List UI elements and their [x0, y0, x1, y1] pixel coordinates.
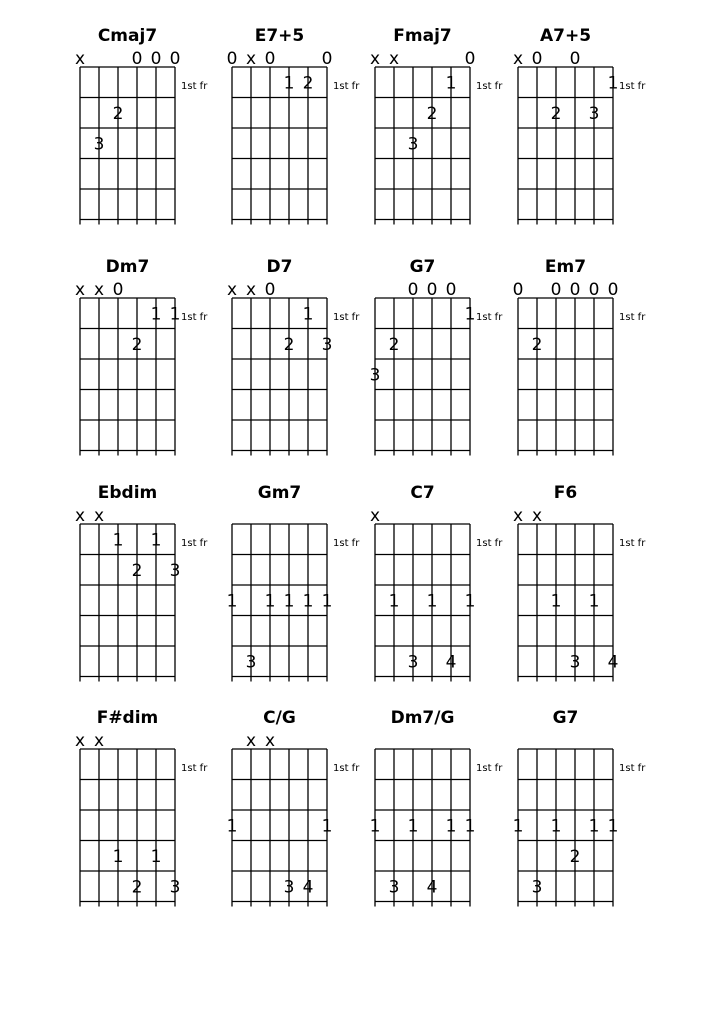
- open-string-marker: 0: [588, 280, 600, 300]
- finger-number: 1: [388, 591, 400, 612]
- muted-string-marker: x: [93, 506, 105, 526]
- chord-name: D7: [266, 257, 293, 277]
- finger-number: 1: [369, 816, 381, 837]
- muted-string-marker: x: [264, 731, 276, 751]
- finger-number: 1: [407, 816, 419, 837]
- finger-number: 1: [445, 73, 457, 94]
- finger-number: 2: [112, 103, 124, 124]
- muted-string-marker: x: [369, 506, 381, 526]
- chord-name: A7+5: [539, 26, 592, 46]
- open-string-marker: 0: [226, 49, 238, 69]
- muted-string-marker: x: [512, 49, 524, 69]
- fret-position-label: 1st fr: [619, 538, 646, 549]
- fret-position-label: 1st fr: [181, 538, 208, 549]
- muted-string-marker: x: [74, 506, 86, 526]
- finger-number: 2: [131, 877, 143, 898]
- open-string-marker: 0: [264, 49, 276, 69]
- chord-name: Ebdim: [97, 483, 158, 503]
- chord-diagram: [75, 26, 208, 225]
- chord-diagram: [513, 708, 647, 907]
- finger-number: 3: [407, 134, 419, 155]
- fret-position-label: 1st fr: [333, 312, 360, 323]
- chord-name: Em7: [544, 257, 587, 277]
- finger-number: 2: [426, 103, 438, 124]
- finger-number: 3: [93, 134, 105, 155]
- finger-number: 1: [607, 73, 619, 94]
- finger-number: 1: [226, 591, 238, 612]
- finger-number: 4: [445, 652, 457, 673]
- finger-number: 3: [588, 103, 600, 124]
- open-string-marker: 0: [607, 280, 619, 300]
- finger-number: 2: [569, 846, 581, 867]
- finger-number: 1: [588, 591, 600, 612]
- chord-diagram: [370, 257, 504, 456]
- finger-number: 1: [550, 591, 562, 612]
- fret-position-label: 1st fr: [476, 81, 503, 92]
- open-string-marker: 0: [569, 280, 581, 300]
- fret-position-label: 1st fr: [619, 81, 646, 92]
- finger-number: 4: [302, 877, 314, 898]
- fret-position-label: 1st fr: [181, 312, 208, 323]
- finger-number: 3: [369, 365, 381, 386]
- finger-number: 3: [407, 652, 419, 673]
- finger-number: 1: [302, 304, 314, 325]
- finger-number: 1: [321, 591, 333, 612]
- finger-number: 1: [588, 816, 600, 837]
- chord-name: Dm7/G: [390, 708, 455, 728]
- fret-position-label: 1st fr: [476, 763, 503, 774]
- finger-number: 2: [131, 334, 143, 355]
- chord-diagram: [75, 257, 208, 456]
- chord-name: Dm7: [105, 257, 150, 277]
- muted-string-marker: x: [74, 280, 86, 300]
- muted-string-marker: x: [531, 506, 543, 526]
- finger-number: 1: [464, 304, 476, 325]
- finger-number: 4: [607, 652, 619, 673]
- chord-diagram: [513, 257, 647, 456]
- finger-number: 3: [321, 334, 333, 355]
- finger-number: 2: [302, 73, 314, 94]
- open-string-marker: 0: [169, 49, 181, 69]
- fret-position-label: 1st fr: [333, 538, 360, 549]
- finger-number: 1: [283, 591, 295, 612]
- finger-number: 1: [150, 530, 162, 551]
- finger-number: 1: [426, 591, 438, 612]
- finger-number: 1: [464, 816, 476, 837]
- open-string-marker: 0: [150, 49, 162, 69]
- chord-name: F6: [553, 483, 578, 503]
- chord-name: E7+5: [254, 26, 305, 46]
- chord-name: G7: [409, 257, 436, 277]
- chord-name: Gm7: [257, 483, 302, 503]
- fret-position-label: 1st fr: [619, 763, 646, 774]
- chord-diagram: [513, 483, 646, 682]
- chord-diagram: [227, 483, 361, 682]
- finger-number: 1: [464, 591, 476, 612]
- chord-diagram: [75, 708, 208, 907]
- muted-string-marker: x: [512, 506, 524, 526]
- muted-string-marker: x: [245, 49, 257, 69]
- finger-number: 1: [150, 304, 162, 325]
- finger-number: 1: [550, 816, 562, 837]
- finger-number: 1: [226, 816, 238, 837]
- fret-position-label: 1st fr: [476, 312, 503, 323]
- finger-number: 1: [302, 591, 314, 612]
- chord-name: F#dim: [96, 708, 159, 728]
- muted-string-marker: x: [93, 280, 105, 300]
- fretboard-grid: [518, 298, 613, 456]
- finger-number: 2: [388, 334, 400, 355]
- finger-number: 2: [283, 334, 295, 355]
- open-string-marker: 0: [445, 280, 457, 300]
- chord-diagram: [227, 708, 361, 907]
- chord-diagram: [227, 26, 361, 225]
- finger-number: 1: [283, 73, 295, 94]
- fretboard-grid: [80, 749, 175, 907]
- muted-string-marker: x: [226, 280, 238, 300]
- finger-number: 3: [388, 877, 400, 898]
- finger-number: 1: [321, 816, 333, 837]
- fret-position-label: 1st fr: [333, 81, 360, 92]
- chord-diagram: [370, 708, 504, 907]
- finger-number: 1: [169, 304, 181, 325]
- open-string-marker: 0: [321, 49, 333, 69]
- fret-position-label: 1st fr: [619, 312, 646, 323]
- finger-number: 1: [264, 591, 276, 612]
- muted-string-marker: x: [245, 280, 257, 300]
- finger-number: 1: [512, 816, 524, 837]
- muted-string-marker: x: [369, 49, 381, 69]
- finger-number: 3: [169, 877, 181, 898]
- fret-position-label: 1st fr: [476, 538, 503, 549]
- open-string-marker: 0: [407, 280, 419, 300]
- open-string-marker: 0: [426, 280, 438, 300]
- finger-number: 2: [531, 334, 543, 355]
- finger-number: 4: [426, 877, 438, 898]
- chord-name: Fmaj7: [393, 26, 452, 46]
- chord-diagram: [75, 483, 208, 682]
- open-string-marker: 0: [131, 49, 143, 69]
- fret-position-label: 1st fr: [181, 763, 208, 774]
- finger-number: 2: [131, 560, 143, 581]
- finger-number: 3: [531, 877, 543, 898]
- finger-number: 1: [445, 816, 457, 837]
- chord-diagram: [227, 257, 360, 456]
- finger-number: 1: [112, 530, 124, 551]
- muted-string-marker: x: [245, 731, 257, 751]
- chord-name: G7: [552, 708, 579, 728]
- open-string-marker: 0: [464, 49, 476, 69]
- chord-diagram: [370, 26, 503, 225]
- finger-number: 2: [550, 103, 562, 124]
- muted-string-marker: x: [93, 731, 105, 751]
- finger-number: 3: [169, 560, 181, 581]
- open-string-marker: 0: [531, 49, 543, 69]
- muted-string-marker: x: [74, 49, 86, 69]
- open-string-marker: 0: [569, 49, 581, 69]
- finger-number: 3: [245, 652, 257, 673]
- fretboard-grid: [518, 67, 613, 225]
- open-string-marker: 0: [264, 280, 276, 300]
- chord-name: Cmaj7: [97, 26, 158, 46]
- finger-number: 1: [112, 846, 124, 867]
- finger-number: 1: [150, 846, 162, 867]
- muted-string-marker: x: [74, 731, 86, 751]
- open-string-marker: 0: [112, 280, 124, 300]
- fret-position-label: 1st fr: [333, 763, 360, 774]
- finger-number: 3: [283, 877, 295, 898]
- chord-diagram: [513, 26, 646, 225]
- fretboard-grid: [375, 298, 470, 456]
- finger-number: 1: [607, 816, 619, 837]
- muted-string-marker: x: [388, 49, 400, 69]
- open-string-marker: 0: [512, 280, 524, 300]
- chord-name: C/G: [263, 708, 296, 728]
- chord-name: C7: [410, 483, 435, 503]
- open-string-marker: 0: [550, 280, 562, 300]
- fret-position-label: 1st fr: [181, 81, 208, 92]
- chord-diagram: [370, 483, 503, 682]
- finger-number: 3: [569, 652, 581, 673]
